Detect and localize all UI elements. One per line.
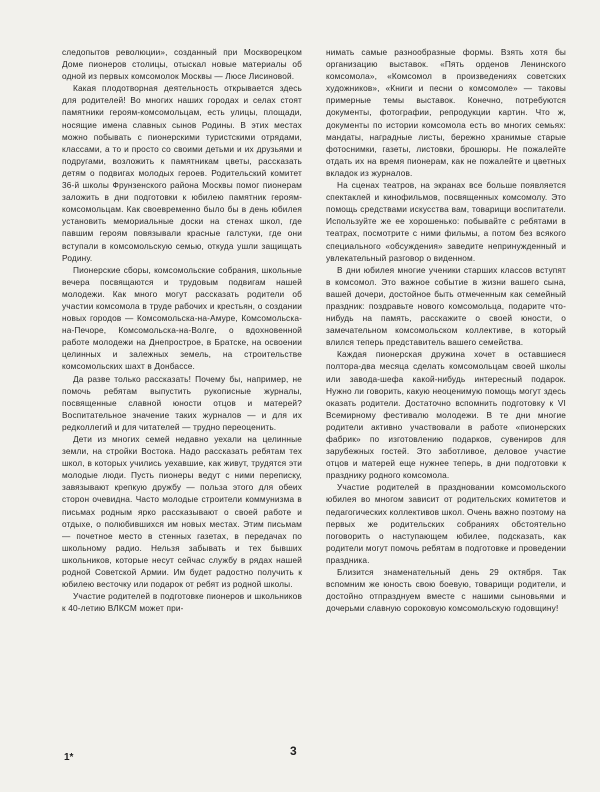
printer-signature-mark: 1* <box>64 752 74 763</box>
right-column <box>326 46 566 614</box>
paragraph: следопытов революции», созданный при Москворецком Доме пионеров столицы, отыскал новые материалы об одной из первых комсомолок Москвы — Люсе Лисиновой. <box>62 47 302 82</box>
paragraph: Да разве только рассказать! Почему бы, например, не помочь ребятам выпустить рукописные журналы, посвященные славной юности отцов и матерей? Воспитательное значение таких журналов — и для их редколлегий и для читателей — трудно переоценить. <box>62 373 302 432</box>
paragraph: нимать самые разнообразные формы. Взять хотя бы организацию выставок. «Пять орденов Ленинского комсомола», «Комсомол в произведениях советских художников», «Книги и песни о комсомоле» — таковы примерные темы выставок. Конечно, потребуются документы, фотографии, репродукции картин. Что ж, документы по истории комсомола есть во многих семьях: мандаты, наградные листы, бережно хранимые старые фотоснимки, газеты, листовки, брошюры. Не пожалейте отдать их на время пионерам, как не пожалейте и цветных вкладок из журналов. <box>326 47 566 178</box>
paragraph: Какая плодотворная деятельность открывается здесь для родителей! Во многих наших городах и селах стоят памятники героям-комсомольцам, есть улицы, площади, носящие имена славных сынов Родины. В этих местах можно побывать с пионерскими туристскими отрядами, классами, а то и просто со своими детьми и их друзьями и подругами, возложить к памятникам цветы, рассказать детям о подвигах молодых героев. Родительский комитет 36-й школы Фрунзенского района Москвы помог пионерам заложить в дни подготовки к юбилею памятник героям-комсомольцам. Как своевременно было бы в день юбилея установить мемориальные доски на стенах школ, где павшим героям повязывали красные галстуки, где они вступали в комсомольскую семью, откуда ушли защищать Родину. <box>62 83 302 263</box>
paragraph: Участие родителей в подготовке пионеров и школьников к 40-летию ВЛКСМ может при- <box>62 591 302 614</box>
paragraph: Каждая пионерская дружина хочет в оставшиеся полтора-два месяца сделать комсомольцам своей школы или завода-шефа какой-нибудь интересный подарок. Нужно ли говорить, какую неоценимую помощь могут здесь оказать родители. Достаточно вспомнить подготовку к VI Всемирному фестивалю молодежи. В те дни многие родители активно участвовали в работе «пионерских фабрик» по изготовлению подарков, сувениров для зарубежных гостей. Это заботливое, деловое участие отцов и матерей еще нужнее теперь, в дни подготовки к празднику родного комсомола. <box>326 349 566 481</box>
paragraph: Участие родителей в праздновании комсомольского юбилея во многом зависит от родительских комитетов и педагогических коллективов школ. Очень важно поэтому на первых же родительских собраниях обстоятельно поговорить о наступающем юбилее, подсказать, как родители могут помочь ребятам в подготовке и проведении праздника. <box>326 482 566 565</box>
paragraph: В дни юбилея многие ученики старших классов вступят в комсомол. Это важное событие в жизни вашего сына, вашей дочери, достойное быть отмеченным как семейный праздник: поздравьте нового комсомольца, подарите что-нибудь на память, расскажите о своей юности, о замечательном комсомольском коллективе, в который влился теперь представитель вашего семейства. <box>326 264 566 348</box>
paragraph: Дети из многих семей недавно уехали на целинные земли, на стройки Востока. Надо рассказать ребятам тех школ, в которых учились уехавшие, как живут, трудятся эти молодые люди. Пусть пионеры ведут с ними переписку, завязывают крепкую дружбу — польза этого для обеих сторон очевидна. Часто молодые строители коммунизма в письмах родным ярко рассказывают о своей работе и отдыхе, о полюбившихся им новых местах. Этим письмам — почетное место в стенных газетах, в передачах по школьному радио. Нельзя забывать и тех бывших школьников, которые несут сейчас службу в рядах нашей родной Советской Армии. Им будет радостно получить к юбилею весточку или подарок от ребят из родной школы. <box>62 434 302 590</box>
page-number: 3 <box>290 744 297 758</box>
paragraph: Пионерские сборы, комсомольские собрания, школьные вечера посвящаются и трудовым подвигам нашей молодежи. Как много могут рассказать родители об участии комсомола в труде рабочих и крестьян, о создании новых городов — Комсомольска-на-Амуре, Комсомольска-на-Печоре, Комсомольска-на-Волге, о вдохновенной работе молодежи на Днепрострое, в Братске, на освоении целинных и залежных земель, на строительстве комсомольских шахт в Донбассе. <box>62 264 302 372</box>
paragraph: На сценах театров, на экранах все больше появляется спектаклей и кинофильмов, посвященных комсомолу. Это помощь средствами искусства вам, товарищи воспитатели. Используйте же ее хорошенько: побывайте с ребятами в театрах, посмотрите с ними фильмы, а потом без всякого специального «обсуждения» заведите непринужденный и увлекательный разговор о виденном. <box>326 180 566 263</box>
left-column <box>62 46 302 614</box>
paragraph: Близится знаменательный день 29 октября. Так вспомним же юность свою боевую, товарищи родители, и достойно отпразднуем вместе с нашими сыновьями и дочерьми славную сороковую комсомольскую годовщину! <box>326 567 566 614</box>
